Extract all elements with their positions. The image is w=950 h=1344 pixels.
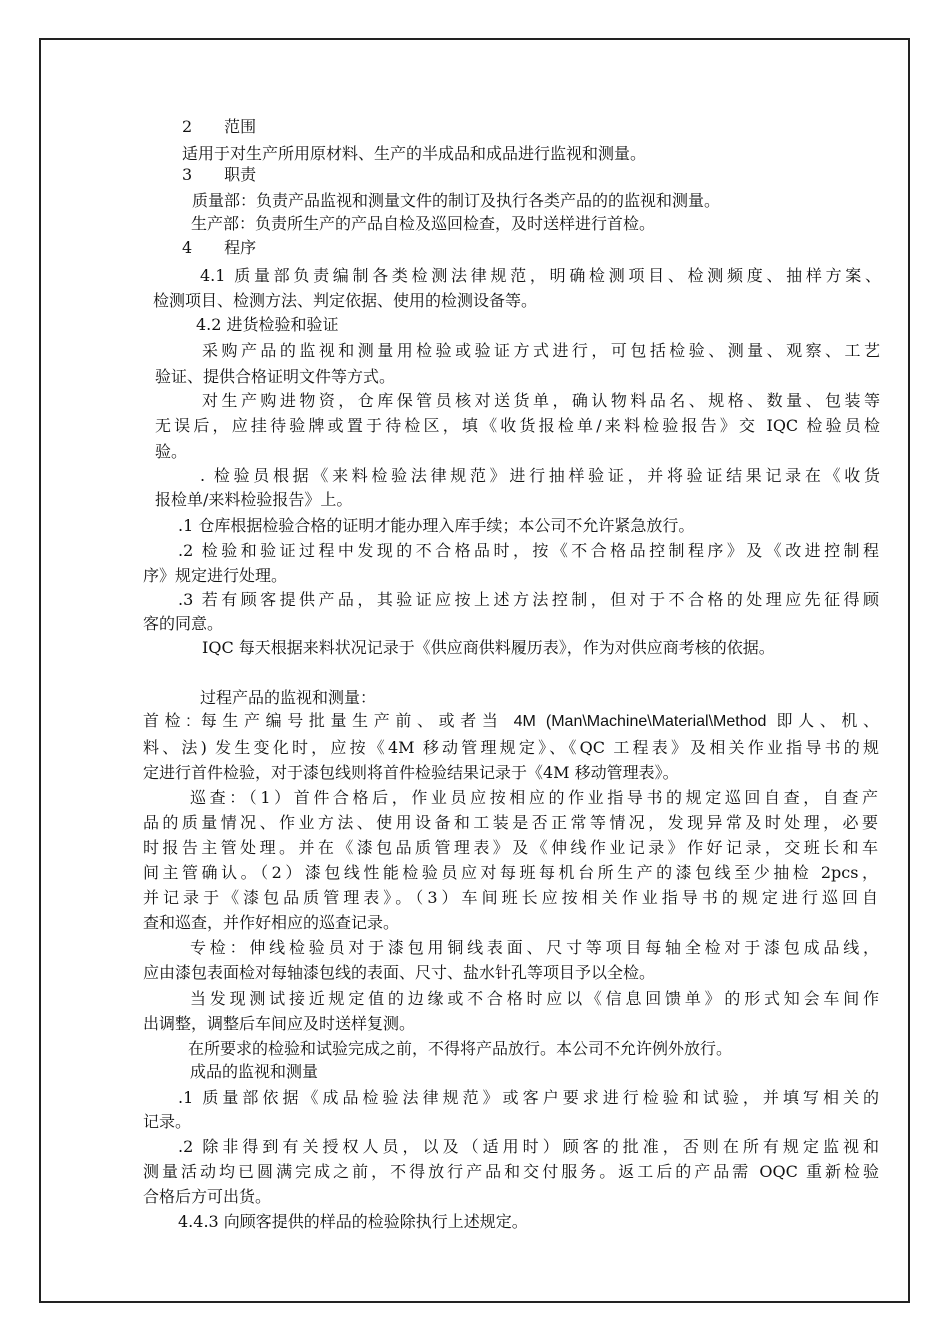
text-line: 质量部：负责产品监视和测量文件的制订及执行各类产品的的监视和测量。 — [192, 191, 721, 210]
heading-duties: 3 职责 — [182, 165, 257, 184]
heading-process-monitoring: 过程产品的监视和测量： — [200, 688, 377, 707]
heading-final-product: 成品的监视和测量 — [190, 1062, 319, 1081]
text-line: 测量活动均已圆满完成之前，不得放行产品和交付服务。返工后的产品需 OQC 重新检验 — [143, 1162, 879, 1181]
text-line: .2 除非得到有关授权人员，以及（适用时）顾客的批准，否则在所有规定监视和 — [178, 1137, 879, 1156]
text-line: 时报告主管处理。并在《漆包品质管理表》及《伸线作业记录》作好记录，交班长和车 — [143, 838, 878, 857]
text-line: 专检：伸线检验员对于漆包用铜线表面、尺寸等项目每轴全检对于漆包成品线， — [190, 938, 879, 957]
text-line: .3 若有顾客提供产品，其验证应按上述方法控制，但对于不合格的处理应先征得顾 — [178, 590, 879, 609]
text-line: .2 检验和验证过程中发现的不合格品时，按《不合格品控制程序》及《改进控制程 — [178, 541, 879, 560]
text-line: 4.4.3 向顾客提供的样品的检验除执行上述规定。 — [178, 1212, 528, 1231]
text-line: .1 仓库根据检验合格的证明才能办理入库手续；本公司不允许紧急放行。 — [178, 516, 695, 535]
text-line: 序》规定进行处理。 — [143, 566, 288, 585]
text-line: 对生产购进物资，仓库保管员核对送货单，确认物料品名、规格、数量、包装等 — [202, 391, 880, 410]
text-line: IQC 每天根据来料状况记录于《供应商供料履历表》，作为对供应商考核的依据。 — [202, 638, 775, 657]
text-line: 无误后，应挂待验牌或置于待检区，填《收货报检单/来料检验报告》交 IQC 检验员检 — [155, 416, 880, 435]
text-line: 采购产品的监视和测量用检验或验证方式进行，可包括检验、测量、观察、工艺 — [202, 341, 880, 360]
text-line: .1 质量部依据《成品检验法律规范》或客户要求进行检验和试验，并填写相关的 — [178, 1088, 879, 1107]
text-line: . 检验员根据《来料检验法律规范》进行抽样验证，并将验证结果记录在《收货 — [200, 466, 880, 485]
text-line: 适用于对生产所用原材料、生产的半成品和成品进行监视和测量。 — [182, 144, 647, 163]
text-line: 记录。 — [143, 1112, 192, 1131]
text-line: 报检单/来料检验报告》上。 — [155, 490, 353, 509]
text-line: 间主管确认。（2）漆包线性能检验员应对每班每机台所生产的漆包线至少抽检 2pcs， — [143, 863, 878, 882]
text-line: 巡查：（1）首件合格后，作业员应按相应的作业指导书的规定巡回自查，自查产 — [190, 788, 878, 807]
text-line: 应由漆包表面检对每轴漆包线的表面、尺寸、盐水针孔等项目予以全检。 — [143, 963, 656, 982]
text-line: 检测项目、检测方法、判定依据、使用的检测设备等。 — [153, 291, 538, 310]
text-line: 验。 — [155, 442, 188, 461]
text-line: 首检: 每生产编号批量生产前、或者当 4M (Man\Machine\Material\Method 即人、机、 — [143, 713, 879, 730]
text-line: 4.1 质量部负责编制各类检测法律规范，明确检测项目、检测频度、抽样方案、 — [200, 266, 881, 285]
heading-scope: 2 范围 — [182, 117, 257, 136]
text-line: 在所要求的检验和试验完成之前，不得将产品放行。本公司不允许例外放行。 — [188, 1039, 733, 1058]
text-line: 定进行首件检验，对于漆包线则将首件检验结果记录于《4M 移动管理表》。 — [143, 763, 679, 782]
text-line: 生产部：负责所生产的产品自检及巡回检查，及时送样进行首检。 — [191, 214, 656, 233]
text-line: 出调整，调整后车间应及时送样复测。 — [143, 1014, 416, 1033]
text-line: 当发现测试接近规定值的边缘或不合格时应以《信息回馈单》的形式知会车间作 — [190, 989, 879, 1008]
text-line: 合格后方可出货。 — [143, 1187, 272, 1206]
heading-incoming-inspection: 4.2 进货检验和验证 — [196, 315, 339, 334]
text-line: 客的同意。 — [143, 614, 224, 633]
heading-procedure: 4 程序 — [182, 238, 257, 257]
text-line: 验证、提供合格证明文件等方式。 — [155, 367, 396, 386]
text-line: 并记录于《漆包品质管理表》。（3）车间班长应按相关作业指导书的规定进行巡回自 — [143, 888, 878, 907]
text-line: 查和巡查，并作好相应的巡查记录。 — [143, 913, 400, 932]
text-line: 品的质量情况、作业方法、使用设备和工装是否正常等情况，发现异常及时处理，必要 — [143, 813, 878, 832]
text-line: 料、法) 发生变化时，应按《4M 移动管理规定》、《QC 工程表》及相关作业指导书的规 — [143, 738, 879, 757]
